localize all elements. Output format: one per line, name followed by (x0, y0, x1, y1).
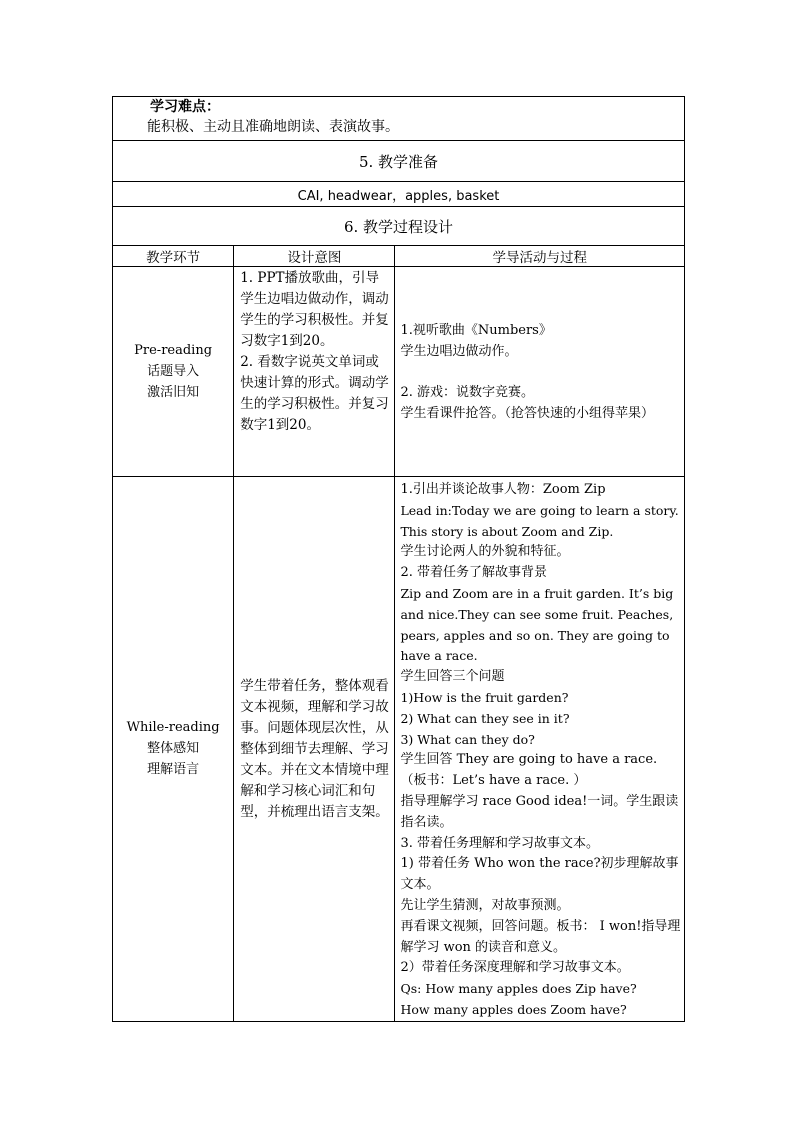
activity-line: 1)How is the fruit garden? (400, 689, 569, 705)
lesson-plan-table (112, 96, 685, 1022)
activity-line: 2. 游戏：说数字竞赛。 (400, 385, 535, 401)
column-header-activities: 学导活动与过程 (395, 246, 685, 267)
activity-line: 学生看课件抢答。（抢答快速的小组得苹果） (400, 406, 654, 422)
column-header-row (113, 246, 685, 267)
activity-line: 1.引出并谈论故事人物：Zoom Zip (400, 482, 606, 497)
stage-cell-while-reading (113, 477, 234, 1022)
stage-label: 整体感知 (147, 741, 200, 757)
intent-paragraph: 1. PPT播放歌曲，引导学生边唱边做动作，调动学生的学习积极性。并复习数字1到20。 (240, 270, 389, 349)
activity-line: Lead in:Today we are going to learn a story. This story is about Zoom and Zip. (400, 502, 679, 539)
activity-line: 学生讨论两人的外貌和特征。 (400, 544, 570, 560)
activities-cell-pre-reading (395, 267, 685, 477)
activity-line: 3) What can they do? (400, 731, 535, 747)
section6-title: 6. 教学过程设计 (113, 207, 685, 246)
difficulty-heading: 学习难点： (150, 99, 220, 115)
column-header-stage: 教学环节 (113, 246, 234, 267)
activity-line: 学生回答 They are going to have a race.（板书：Let’s have a race. ） (400, 752, 658, 789)
stage-label: While-reading (126, 720, 220, 736)
activity-line (400, 363, 681, 384)
activity-line: 学生回答三个问题 (400, 669, 505, 685)
activity-line: 2）带着任务深度理解和学习故事文本。 (400, 960, 630, 976)
pre-reading-row (113, 267, 685, 477)
activity-line: 1) 带着任务 Who won the race?初步理解故事文本。 (400, 856, 679, 893)
activity-line: 学生边唱边做动作。 (400, 343, 518, 359)
stage-label: 理解语言 (147, 762, 200, 778)
activities-cell-while-reading (395, 477, 685, 1022)
intent-paragraph: 学生带着任务，整体观看文本视频，理解和学习故事。问题体现层次性，从整体到细节去理解、学习文本。并在文本情境中理解和学习核心词汇和句型，并梳理出语言支架。 (240, 677, 389, 820)
difficulty-row (113, 97, 685, 141)
difficulty-cell (113, 97, 685, 141)
activity-line: 2) What can they see in it? (400, 710, 570, 726)
stage-label: 话题导入 (147, 364, 200, 379)
section6-row (113, 207, 685, 246)
intent-cell-while-reading (234, 477, 395, 1022)
section5-row (113, 141, 685, 182)
intent-paragraph: 2. 看数字说英文单词或快速计算的形式。调动学生的学习积极性。并复习数字1到20。 (240, 354, 389, 433)
materials-row (113, 182, 685, 207)
activity-line: Zip and Zoom are in a fruit garden. It’s big and nice.They can see some fruit. Peaches, pears, apples and so on. They are going to have a race. (400, 585, 674, 664)
activity-line: 指导理解学习 race Good idea!一词。学生跟读指名读。 (400, 793, 679, 830)
column-header-intent: 设计意图 (234, 246, 395, 267)
while-reading-row (113, 477, 685, 1022)
stage-label: Pre-reading (134, 343, 213, 358)
activity-line: 3. 带着任务理解和学习故事文本。 (400, 835, 600, 851)
activity-line: 2. 带着任务了解故事背景 (400, 565, 548, 581)
section5-title: 5. 教学准备 (113, 141, 685, 182)
materials-text: CAI, headwear，apples, basket (113, 182, 685, 207)
difficulty-text: 能积极、主动且准确地朗读、表演故事。 (147, 119, 399, 135)
activity-line: Qs: How many apples does Zip have? (400, 981, 637, 997)
intent-cell-pre-reading (234, 267, 395, 477)
activity-line: 再看课文视频，回答问题。板书： I won!指导理解学习 won 的读音和意义。 (400, 918, 681, 955)
activity-line: How many apples does Zoom have? (400, 1001, 627, 1017)
stage-cell-pre-reading (113, 267, 234, 477)
stage-label: 激活旧知 (147, 385, 200, 400)
activity-line: 1.视听歌曲《Numbers》 (400, 323, 552, 338)
activity-line: 先让学生猜测，对故事预测。 (400, 897, 570, 913)
